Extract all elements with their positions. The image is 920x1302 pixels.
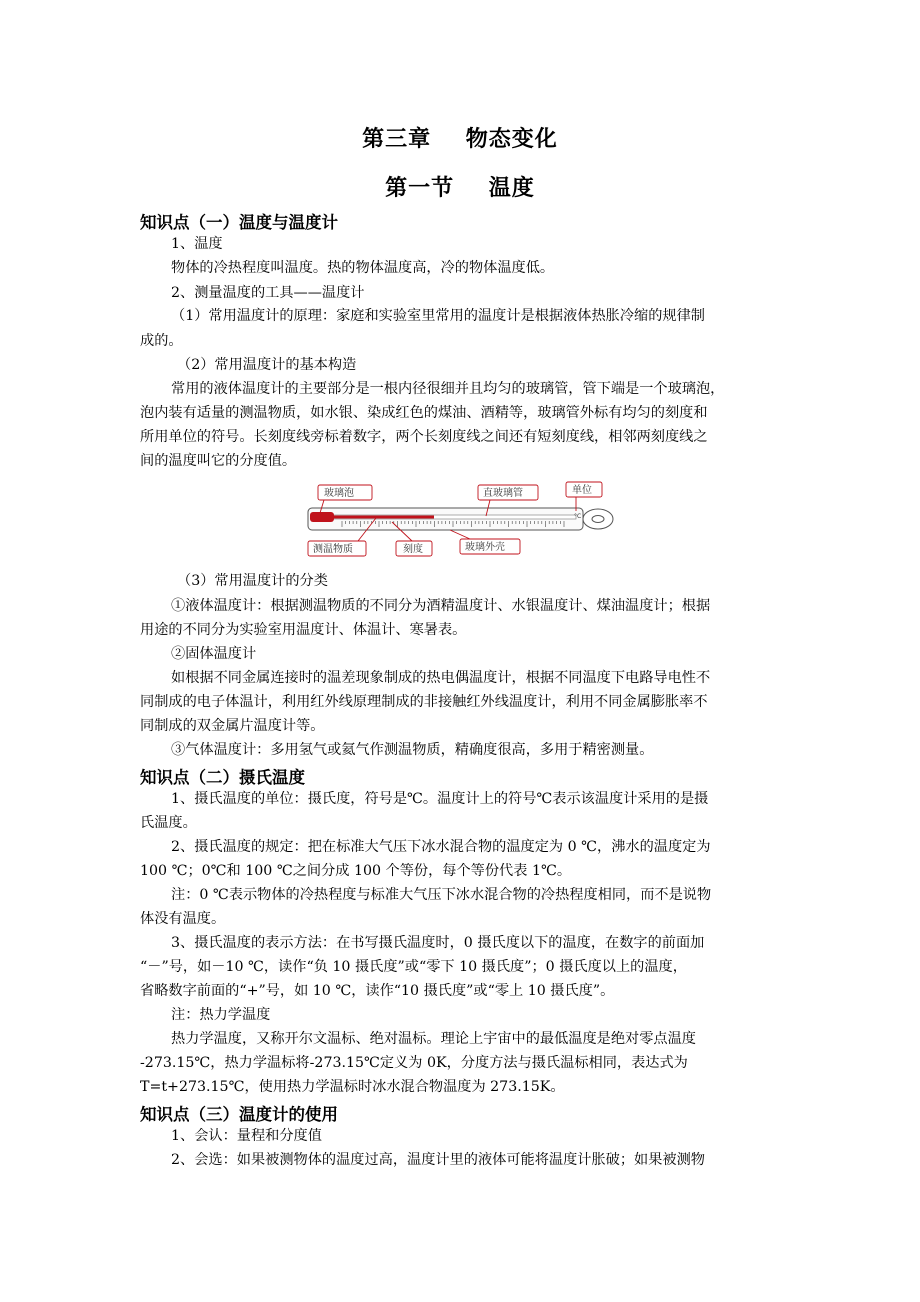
unit-symbol: °C [574,513,582,520]
kp1-line: 所用单位的符号。长刻度线旁标着数字，两个长刻度线之间还有短刻度线，相邻两刻度线之 [140,429,708,445]
kp2-line: 注：0 ℃表示物体的冷热程度与标准大气压下冰水混合物的冷热程度相同，而不是说物 [171,887,712,903]
kp1-line: （2）常用温度计的基本构造 [177,357,357,373]
kp2-line: 1、摄氏温度的单位：摄氏度，符号是℃。温度计上的符号℃表示该温度计采用的是摄 [171,791,709,807]
kp1-heading: 知识点（一）温度与温度计 [140,213,338,232]
label-shell: 玻璃外壳 [465,542,505,553]
label-bulb: 玻璃泡 [324,488,354,499]
label-substance: 测温物质 [313,544,353,555]
kp1-line: 如根据不同金属连接时的温差现象制成的热电偶温度计，根据不同温度下电路导电性不 [171,670,711,686]
kp1-line: 常用的液体温度计的主要部分是一根内径很细并且均匀的玻璃管，管下端是一个玻璃泡， [171,381,725,397]
kp3-line: 2、会选：如果被测物体的温度过高，温度计里的液体可能将温度计胀破；如果被测物 [171,1152,705,1168]
kp1-line: 用途的不同分为实验室用温度计、体温计、寒暑表。 [140,622,467,638]
kp1-line: 同制成的电子体温计，利用红外线原理制成的非接触红外线温度计，利用不同金属膨胀率不 [140,694,708,710]
kp2-line: “－”号，如－10 ℃，读作“负 10 摄氏度”或“零下 10 摄氏度”；0 摄氏度以上的温度， [140,959,687,975]
kp1-line: 间的温度叫它的分度值。 [140,453,297,469]
kp1-line: （1）常用温度计的原理：家庭和实验室里常用的温度计是根据液体热胀冷缩的规律制 [171,308,705,324]
kp1-line: 物体的冷热程度叫温度。热的物体温度高，冷的物体温度低。 [171,260,555,276]
kp1-line: 2、测量温度的工具——温度计 [171,285,365,301]
label-tube: 直玻璃管 [483,488,523,499]
kp1-line: 泡内装有适量的测温物质，如水银、染成红色的煤油、酒精等，玻璃管外标有均匀的刻度和 [140,405,708,421]
kp1-line: 同制成的双金属片温度计等。 [140,718,325,734]
kp2-line: 体没有温度。 [140,911,226,927]
liquid-column [330,516,434,519]
kp2-line: 注：热力学温度 [171,1007,271,1023]
kp1-line: ②固体温度计 [171,646,257,662]
kp3-line: 1、会认：量程和分度值 [171,1128,322,1144]
section-title: 第一节 温度 [385,176,535,201]
kp1-line: ①液体温度计：根据测温物质的不同分为酒精温度计、水银温度计、煤油温度计；根据 [171,598,711,614]
kp2-line: 2、摄氏温度的规定：把在标准大气压下冰水混合物的温度定为 0 ℃，沸水的温度定为 [171,839,711,855]
chapter-title: 第三章 物态变化 [362,127,558,152]
kp1-line: （3）常用温度计的分类 [177,573,328,589]
kp2-line: 100 ℃；0℃和 100 ℃之间分成 100 个等份，每个等份代表 1℃。 [140,863,572,879]
kp2-line: 氏温度。 [140,815,197,831]
kp1-line: 成的。 [140,333,183,349]
kp2-line: 省略数字前面的“+”号，如 10 ℃，读作“10 摄氏度”或“零上 10 摄氏度”。 [140,983,615,999]
label-scale: 刻度 [403,544,423,555]
kp2-heading: 知识点（二）摄氏温度 [140,768,305,787]
kp3-heading: 知识点（三）温度计的使用 [140,1105,338,1124]
label-unit: 单位 [572,485,592,496]
kp2-line: T=t+273.15℃，使用热力学温标时冰水混合物温度为 273.15K。 [140,1079,565,1095]
kp2-line: 热力学温度，又称开尔文温标、绝对温标。理论上宇宙中的最低温度是绝对零点温度 [171,1031,696,1047]
kp2-line: -273.15℃，热力学温标将-273.15℃定义为 0K，分度方法与摄氏温标相同，表达式为 [140,1055,688,1071]
thermometer-diagram [300,478,620,566]
kp2-line: 3、摄氏温度的表示方法：在书写摄氏温度时，0 摄氏度以下的温度，在数字的前面加 [171,935,705,951]
kp1-line: 1、温度 [171,236,223,252]
kp1-line: ③气体温度计：多用氢气或氦气作测温物质，精确度很高，多用于精密测量。 [171,742,654,758]
